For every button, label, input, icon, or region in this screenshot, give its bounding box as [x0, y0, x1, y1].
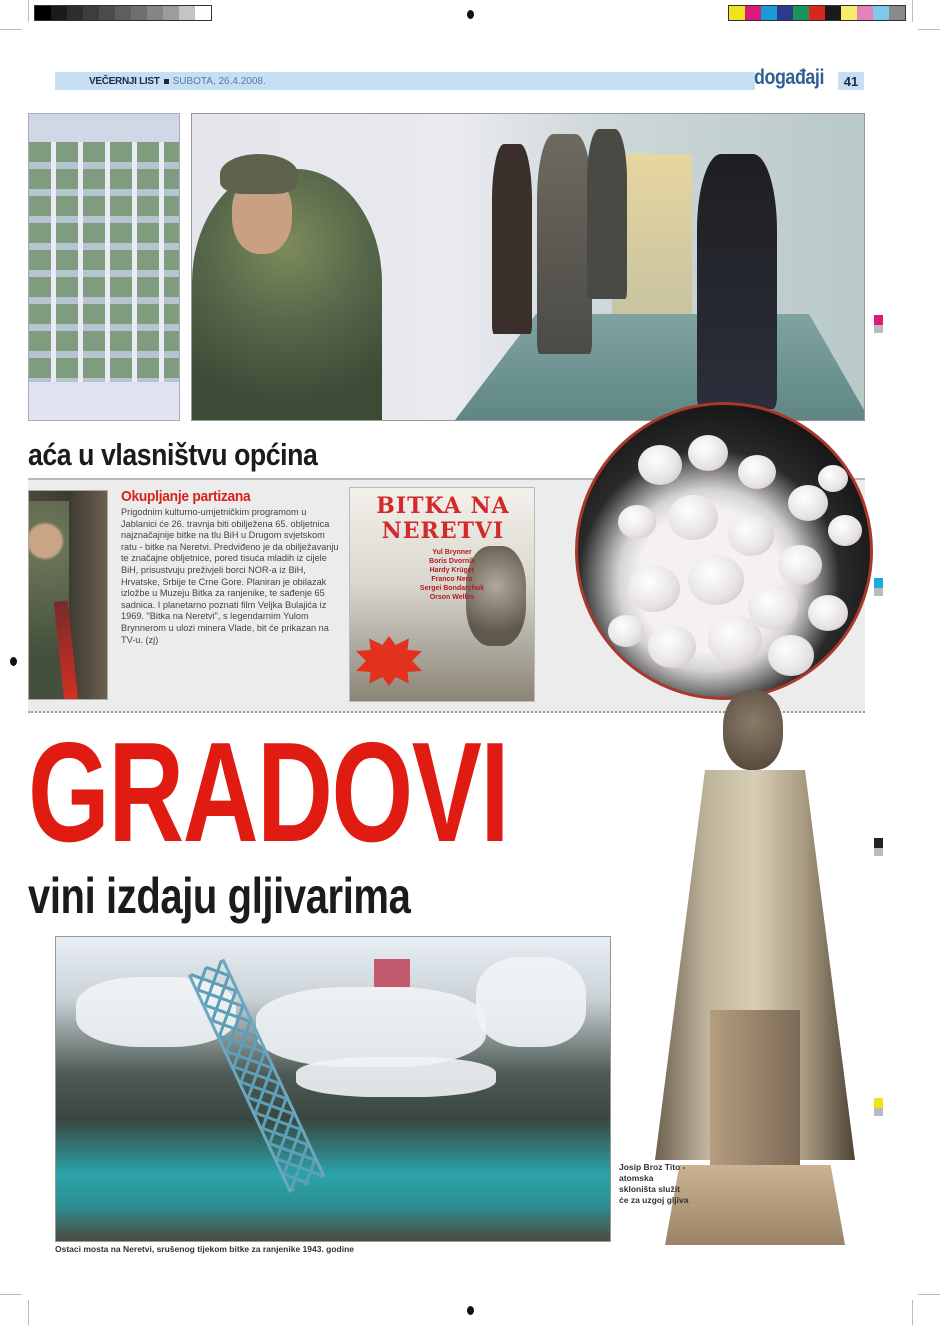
switchboard-photo: [28, 113, 180, 421]
soldier-beret: [220, 154, 298, 194]
camera-operator-figure: [697, 154, 777, 409]
poster-cast-list: [412, 548, 492, 602]
mushroom-cap: [828, 515, 862, 546]
crop-mark: [918, 29, 940, 30]
side-color-swatch: [874, 315, 883, 333]
person-figure: [492, 144, 532, 334]
crop-mark: [918, 1294, 940, 1295]
color-swatch: [841, 6, 857, 20]
gray-swatch: [195, 6, 211, 20]
color-swatch: [761, 6, 777, 20]
cast-name: Sergei Bondarchuk: [419, 585, 485, 592]
mushroom-cap: [728, 515, 774, 556]
newspaper-name: VEČERNJI LIST: [89, 75, 160, 87]
mushroom-cap: [818, 465, 848, 492]
color-calibration-bar: [728, 5, 906, 21]
gray-swatch: [99, 6, 115, 20]
gray-swatch: [163, 6, 179, 20]
cast-name: Boris Dvornik: [429, 558, 475, 565]
cast-name: Orson Welles: [429, 594, 475, 601]
mushroom-cap: [688, 435, 728, 471]
main-headline: GRADOVI: [28, 713, 509, 872]
mushroom-cap: [768, 635, 814, 676]
snow: [296, 1057, 496, 1097]
crop-mark: [28, 0, 29, 22]
color-swatch: [729, 6, 745, 20]
gray-swatch: [51, 6, 67, 20]
mushroom-cap: [618, 505, 656, 539]
crop-mark: [0, 29, 22, 30]
grayscale-calibration-bar: [34, 5, 212, 21]
gray-swatch: [131, 6, 147, 20]
page-number: 41: [838, 72, 864, 90]
gray-swatch: [67, 6, 83, 20]
mushroom-cap: [688, 555, 744, 605]
color-swatch: [857, 6, 873, 20]
side-color-swatch: [874, 578, 883, 596]
snow: [256, 987, 486, 1067]
gray-swatch: [179, 6, 195, 20]
mushroom-cap: [628, 565, 680, 612]
bridge-caption: Ostaci mosta na Neretvi, srušenog tijekom bitke za ranjenike 1943. godine: [55, 1244, 355, 1254]
mushroom-cap: [778, 545, 822, 585]
tunnel-photo: [28, 490, 108, 700]
mushroom-cap: [668, 495, 718, 540]
color-swatch: [825, 6, 841, 20]
gray-swatch: [35, 6, 51, 20]
cast-name: Hardy Krüger: [429, 567, 475, 574]
issue-date: SUBOTA, 26.4.2008.: [172, 75, 266, 87]
side-color-swatch: [874, 1098, 883, 1116]
color-swatch: [873, 6, 889, 20]
statue-head: [723, 690, 783, 770]
sidebar-body-text: Prigodnim kulturno-umjetničkim programom u Jablanici će 26. travnja biti obilježena 65. obljetnica najznačajnije bitke na tlu BiH u Drugom svjetskom ratu - bitke na Neretvi. Predviđeno je da obilježavanju te značajne obljetnice, pored tisuća mladih iz cijele BiH, prisustvuju preživjeli borci NOR-a iz BiH, Hrvatske, Srbije te Crne Gore. Planiran je obilazak izložbe u Muzeju Bitka za ranjenike, te sađenje 65 sadnica. I planetarno poznati film Veljka Bulajića iz 1969. "Bitka na Neretvi", s legendarnim Yulom Brynnerom u ulozi minera Vlade, bit će prikazan na TV-u. (zj): [121, 507, 339, 645]
registration-mark-left: [10, 657, 17, 666]
snow: [476, 957, 586, 1047]
crop-mark: [912, 1300, 913, 1325]
section-label: događaji: [754, 66, 824, 89]
statue-base: [665, 1165, 845, 1245]
mushroom-cap: [738, 455, 776, 489]
mushroom-cap: [708, 615, 762, 664]
crop-mark: [912, 0, 913, 22]
sidebar-title: Okupljanje partizana: [121, 488, 251, 505]
bullet-icon: [164, 79, 169, 84]
poster-title: BITKA NA NERETVI: [376, 493, 510, 544]
mushroom-cap: [808, 595, 848, 631]
bunker-corridor-photo: [191, 113, 865, 421]
red-building: [374, 959, 410, 987]
registration-mark-bottom: [467, 1306, 474, 1315]
color-swatch: [793, 6, 809, 20]
bridge-photo: [55, 936, 611, 1242]
mushroom-cap: [648, 625, 696, 668]
starburst-badge: [356, 636, 422, 686]
color-swatch: [777, 6, 793, 20]
color-swatch: [889, 6, 905, 20]
cast-name: Yul Brynner: [432, 549, 472, 556]
mushroom-cap: [638, 445, 682, 485]
film-poster: [349, 487, 535, 702]
running-head: [55, 72, 755, 90]
top-headline-fragment: aća u vlasništvu općina: [28, 437, 318, 472]
mushroom-cap: [788, 485, 828, 521]
crop-mark: [0, 1294, 22, 1295]
main-subheadline: vini izdaju gljivarima: [28, 868, 411, 924]
color-swatch: [809, 6, 825, 20]
gray-swatch: [115, 6, 131, 20]
crop-mark: [28, 1300, 29, 1325]
side-color-swatch: [874, 838, 883, 856]
cast-name: Franco Nero: [431, 576, 473, 583]
person-figure: [537, 134, 592, 354]
person-figure: [587, 129, 627, 299]
mushroom-cap: [608, 615, 644, 647]
gray-swatch: [83, 6, 99, 20]
registration-mark-top: [467, 10, 474, 19]
mushrooms-photo: [575, 402, 873, 700]
gray-swatch: [147, 6, 163, 20]
color-swatch: [745, 6, 761, 20]
statue-caption: Josip Broz Tito - atomska skloništa služit će za uzgoj gljiva: [619, 1162, 689, 1205]
switchboard-rack: [29, 142, 180, 382]
statue-legs: [710, 1010, 800, 1170]
